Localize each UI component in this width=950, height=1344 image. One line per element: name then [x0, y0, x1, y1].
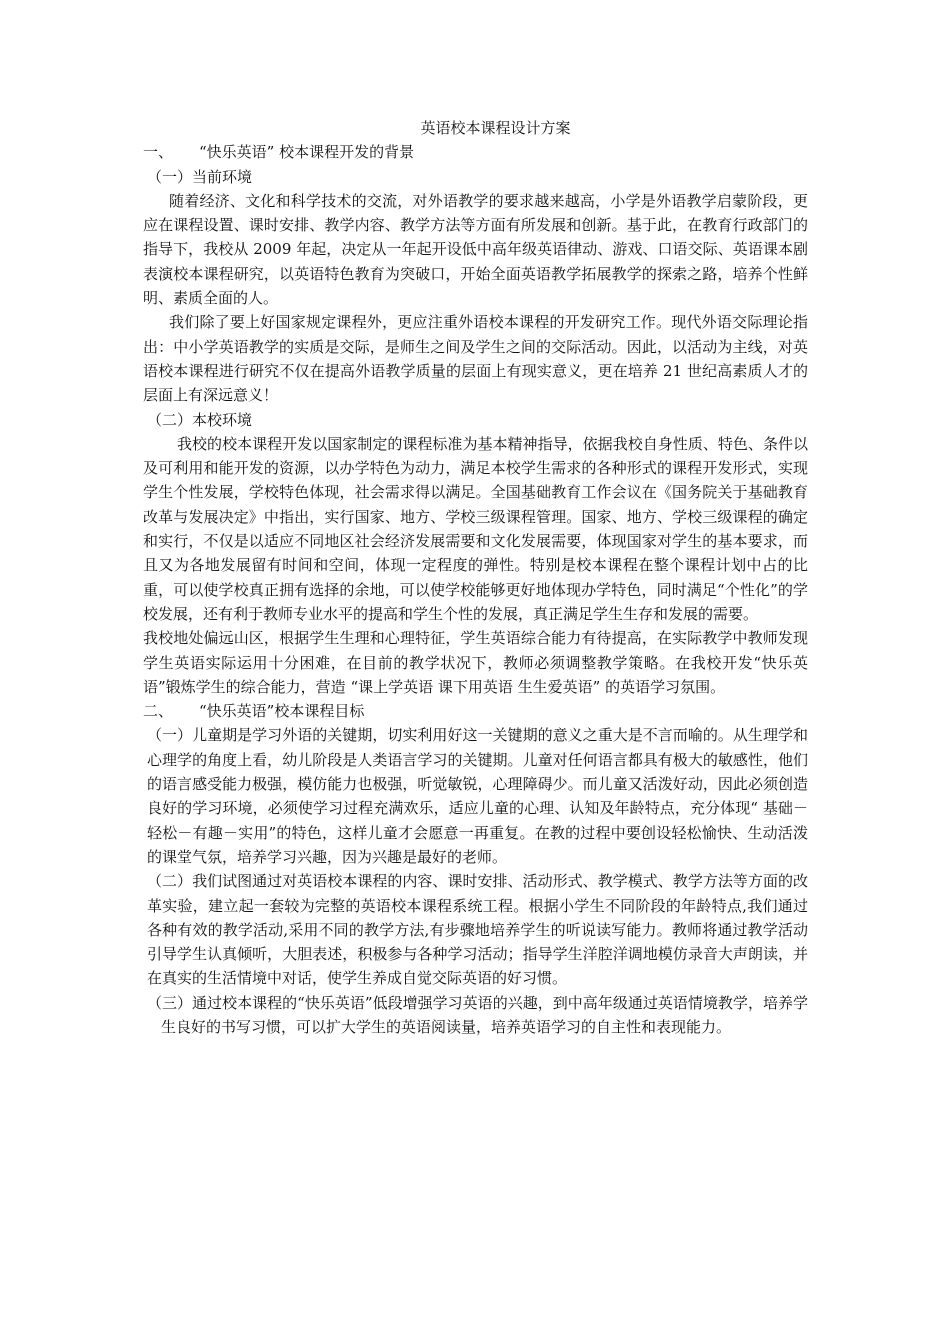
section-2-heading: [143, 699, 808, 723]
goal-3-paragraph: （三）通过校本课程的“快乐英语”低段增强学习英语的兴趣，到中高年级通过英语情境教学，培养学生良好的书写习惯，可以扩大学生的英语阅读量，培养英语学习的自主性和表现能力。: [147, 993, 808, 1036]
paragraph-school-environment-1: 我校的校本课程开发以国家制定的课程标准为基本精神指导，依据我校自身性质、特色、条件以及可利用和能开发的资源，以办学特色为动力，满足本校学生需求的各种形式的课程开发形式，实现学生个性发展，学校特色体现，社会需求得以满足。全国基础教育工作会议在《国务院关于基础教育改革与发展决定》中指出，实行国家、地方、学校三级课程管理。国家、地方、学校三级课程的确定和实行，不仅是以适应不同地区社会经济发展需要和文化发展需要，体现国家对学生的基本要求，而且又为各地发展留有时间和空间，体现一定程度的弹性。特别是校本课程在整个课程计划中占的比重，可以使学校真正拥有选择的余地，可以使学校能够更好地体现办学特色，同时满足“个性化”的学校发展，还有利于教师专业水平的提高和学生个性的发展，真正满足学生生存和发展的需要。: [143, 434, 808, 623]
goal-2-paragraph: （二）我们试图通过对英语校本课程的内容、课时安排、活动形式、教学模式、教学方法等方面的改革实验，建立起一套较为完整的英语校本课程系统工程。根据小学生不同阶段的年龄特点,我们通过各种有效的教学活动,采用不同的教学方法,有步骤地培养学生的听说读写能力。教师将通过教学活动引导学生认真倾听，大胆表述，积极参与各种学习活动；指导学生洋腔洋调地模仿录音大声朗读，并在真实的生活情境中对话，使学生养成自觉交际英语的好习惯。: [147, 872, 808, 988]
section-1-title: “快乐英语” 校本课程开发的背景: [199, 143, 415, 162]
section-1-heading: [143, 140, 808, 164]
section-2-number: 二、: [143, 702, 174, 721]
goal-1-paragraph: （一）儿童期是学习外语的关键期，切实利用好这一关键期的意义之重大是不言而喻的。从生理学和心理学的角度上看，幼儿阶段是人类语言学习的关键期。儿童对任何语言都具有极大的敏感性，他们的语言感受能力极强，模仿能力也极强，听觉敏锐，心理障碍少。而儿童又活泼好动，因此必须创造良好的学习环境，必须使学习过程充满欢乐，适应儿童的心理、认知及年龄特点，充分体现“ 基础－轻松－有趣－实用”的特色，这样儿童才会愿意一再重复。在教的过程中要创设轻松愉快、生动活泼的课堂气氛，培养学习兴趣，因为兴趣是最好的老师。: [147, 726, 808, 866]
paragraph-school-environment-2: 我校地处偏远山区，根据学生生理和心理特征，学生英语综合能力有待提高，在实际教学中教师发现学生英语实际运用十分困难，在目前的教学状况下，教师必须调整教学策略。在我校开发“快乐英语”锻炼学生的综合能力，营造 “课上学英语 课下用英语 生生爱英语” 的英语学习氛围。: [143, 629, 808, 696]
section-1-number: 一、: [143, 143, 174, 162]
section-2-title: “快乐英语”校本课程目标: [199, 702, 365, 721]
subsection-1-heading: （一）当前环境: [147, 167, 253, 186]
paragraph-current-environment-2: 我们除了要上好国家规定课程外，更应注重外语校本课程的开发研究工作。现代外语交际理论指出：中小学英语教学的实质是交际，是师生之间及学生之间的交际活动。因此，以活动为主线，对英语校本课程进行研究不仅在提高外语教学质量的层面上有现实意义，更在培养 21 世纪高素质人才的层面上有深远意义！: [143, 313, 808, 405]
document-body: [143, 116, 808, 1039]
subsection-2-heading: （二）本校环境: [147, 410, 253, 429]
paragraph-current-environment-1: 随着经济、文化和科学技术的交流，对外语教学的要求越来越高，小学是外语教学启蒙阶段，更应在课程设置、课时安排、教学内容、教学方法等方面有所发展和创新。基于此，在教育行政部门的指导下，我校从 2009 年起，决定从一年起开设低中高年级英语律动、游戏、口语交际、英语课本剧表演校本课程研究，以英语特色教育为突破口，开始全面英语教学拓展教学的探索之路，培养个性鲜明、素质全面的人。: [143, 191, 808, 308]
document-title: 英语校本课程设计方案: [420, 119, 571, 137]
